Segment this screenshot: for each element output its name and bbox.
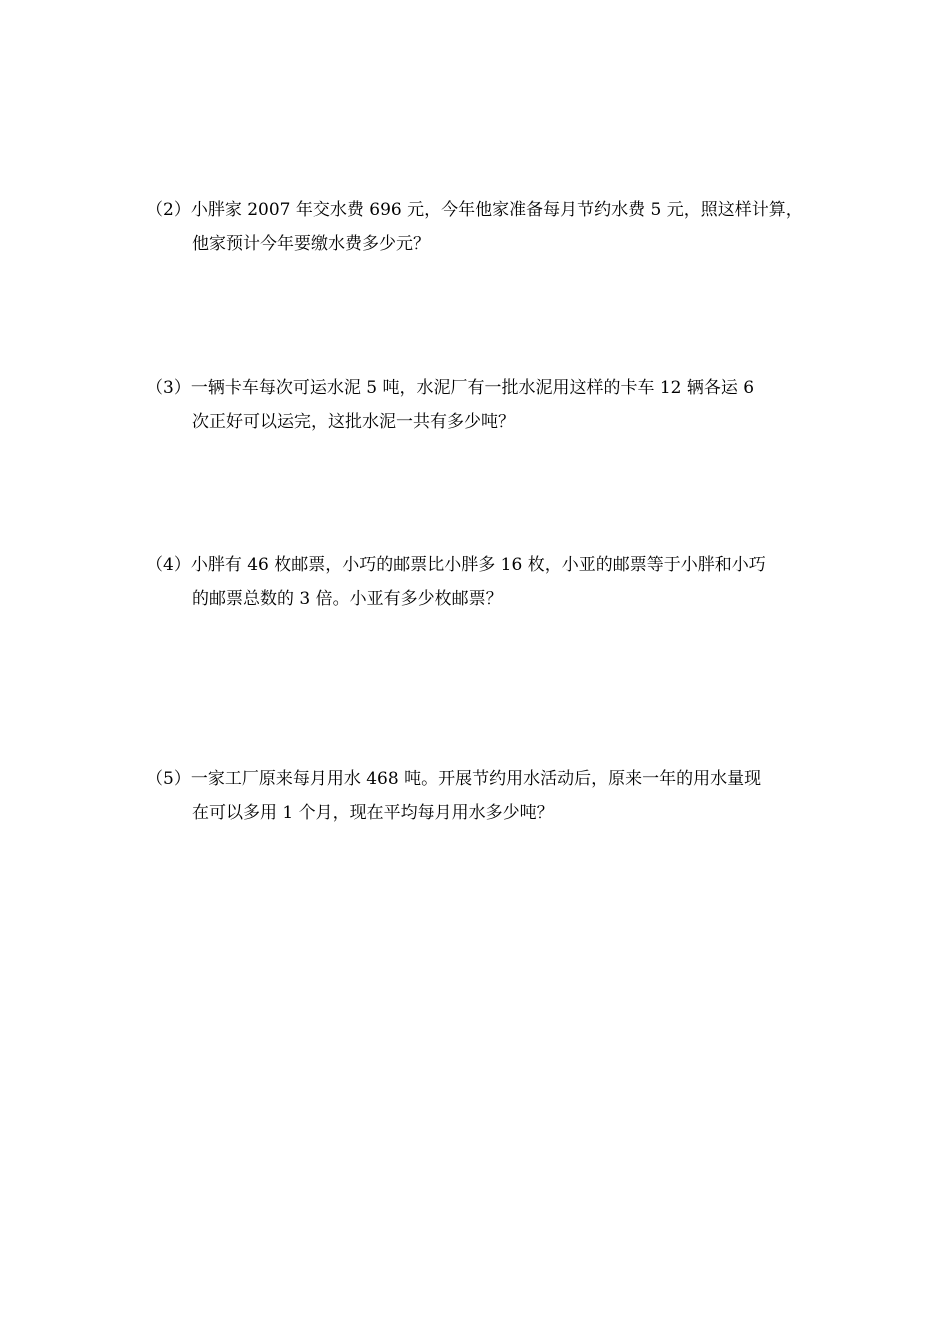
problem-2 xyxy=(146,193,846,261)
problem-2-line-1: （2）小胖家 2007 年交水费 696 元，今年他家准备每月节约水费 5 元，照这样计算， xyxy=(146,200,803,220)
problem-5-line-2: 在可以多用 1 个月，现在平均每月用水多少吨？ xyxy=(192,803,554,823)
problem-4-line-1: （4）小胖有 46 枚邮票，小巧的邮票比小胖多 16 枚，小亚的邮票等于小胖和小巧 xyxy=(146,555,766,575)
problem-3 xyxy=(146,371,846,439)
problem-3-line-2: 次正好可以运完，这批水泥一共有多少吨？ xyxy=(192,412,515,432)
problem-4-line-2: 的邮票总数的 3 倍。小亚有多少枚邮票？ xyxy=(192,589,503,609)
problem-2-line-2: 他家预计今年要缴水费多少元？ xyxy=(192,234,430,254)
problem-5 xyxy=(146,762,846,830)
problem-5-line-1: （5）一家工厂原来每月用水 468 吨。开展节约用水活动后，原来一年的用水量现 xyxy=(146,769,762,789)
problem-4 xyxy=(146,548,846,616)
problem-3-line-1: （3）一辆卡车每次可运水泥 5 吨，水泥厂有一批水泥用这样的卡车 12 辆各运 6 xyxy=(146,378,755,398)
